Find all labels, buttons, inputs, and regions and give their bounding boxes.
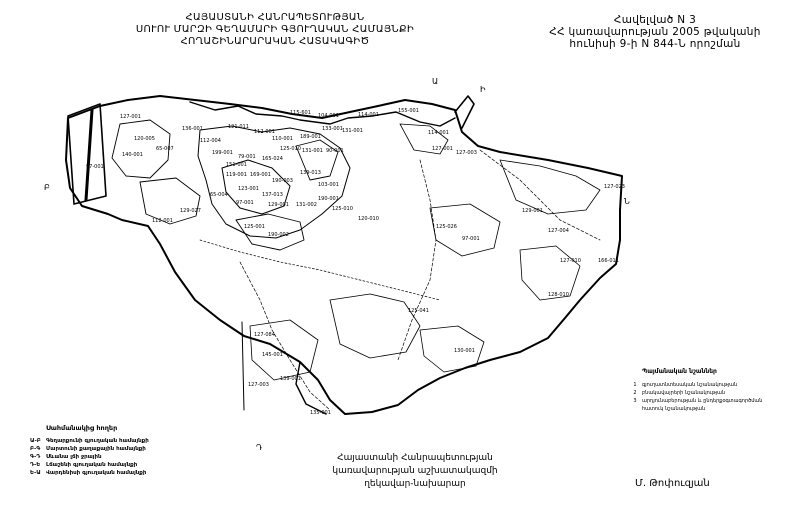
parcel-number-label: 65-004 — [210, 192, 228, 198]
adjacent-lands-row — [30, 445, 190, 453]
map-symbol-row — [628, 381, 803, 389]
signatory-title-line-3: ղեկավար-նախարար — [364, 479, 466, 489]
parcel-number-label: 114-001 — [428, 130, 449, 136]
parcel-number-label: 90-001 — [326, 148, 344, 154]
parcel-number-label: 131-001 — [342, 128, 363, 134]
parcel-number-label: 169-001 — [250, 172, 271, 178]
north-east-spur — [455, 96, 474, 128]
road-line — [480, 150, 600, 240]
parcel-number-label: 136-001 — [182, 126, 203, 132]
map-symbol-row — [628, 397, 803, 405]
map-symbol-number: 2 — [633, 390, 637, 396]
adjacent-lands-row — [30, 461, 190, 469]
western-strip-divider — [86, 110, 92, 200]
adjacent-lands-row — [30, 453, 190, 461]
parcel-number-label: 120-005 — [134, 136, 155, 142]
community-boundary — [66, 96, 622, 414]
parcel-number-label: 119-001 — [226, 172, 247, 178]
parcel-number-label: 125-041 — [408, 308, 429, 314]
signatory-title-block — [330, 452, 500, 491]
boundary-segment-text: Սևանա լճի ջրային — [46, 454, 102, 460]
parcel-number-label: 190-002 — [268, 232, 289, 238]
boundary-point-west: Բ — [44, 183, 50, 192]
annex-decree-line-2: հունիսի 9-ի N 844-Ն որոշման — [569, 38, 741, 50]
parcel-number-label: 110-001 — [272, 136, 293, 142]
parcel-number-label: 65-007 — [156, 146, 174, 152]
adjacent-lands-row — [30, 437, 190, 445]
signatory-name: Մ. Թոփուզյան — [635, 478, 710, 489]
map-symbols-title: Պայմանական նշաններ — [642, 368, 717, 375]
parcel-number-label: 112-004 — [200, 138, 221, 144]
adjacent-lands-legend — [30, 424, 190, 477]
parcel-number-label: 125-026 — [436, 224, 457, 230]
parcel-number-label: 199-001 — [212, 150, 233, 156]
signatory-title-line-2: կառավարության աշխատակազմի — [332, 466, 498, 476]
parcel-number-label: 97-001 — [236, 200, 254, 206]
map-title-line-3: ՀՈՂԱՇԻՆԱՐԱՐԱԿԱՆ ՀԱՏԱԿԱԳԻԾ — [180, 36, 370, 47]
boundary-segment-code: Բ-Գ — [30, 446, 41, 452]
parcel-number-label: 97-001 — [462, 236, 480, 242]
parcel-number-label: 145-001 — [262, 352, 283, 358]
map-symbol-text: հատուկ նշանակության — [642, 406, 706, 412]
parcel-number-label: 121-011 — [228, 124, 249, 130]
parcel-number-label: 129-001 — [522, 208, 543, 214]
parcel-number-label: 137-013 — [262, 192, 283, 198]
parcel-number-label: 127-003 — [456, 150, 477, 156]
boundary-segment-text: Լճաշենի գյուղական համայնքի — [46, 462, 138, 468]
parcel-number-label: 125-010 — [280, 146, 301, 152]
parcel-number-label: 127-003 — [248, 382, 269, 388]
parcel-number-label: 131-002 — [296, 202, 317, 208]
boundary-segment-code: Ա-Բ — [30, 438, 41, 444]
boundary-segment-code: Ե-Ա — [30, 470, 41, 476]
parcel-number-label: 97-001 — [86, 164, 104, 170]
parcel-number-label: 135-001 — [310, 410, 331, 416]
map-symbol-text: բնակավայրերի նշանակության — [642, 390, 726, 396]
parcel-number-label: 125-001 — [244, 224, 265, 230]
parcel-number-label: 133-001 — [322, 126, 343, 132]
map-title-line-1: ՀԱՅԱՍՏԱՆԻ ՀԱՆՐԱՊԵՏՈՒԹՅԱՆ — [185, 12, 365, 23]
parcel-number-label: 127-004 — [548, 228, 569, 234]
map-symbol-number: 1 — [633, 382, 637, 388]
parcel-number-label: 127-023 — [604, 184, 625, 190]
parcel-number-label: 127-001 — [432, 146, 453, 152]
boundary-segment-text: Գեղարքունի գյուղական համայնքի — [46, 438, 149, 444]
parcel-number-label: 127-010 — [560, 258, 581, 264]
parcel-number-label: 123-001 — [238, 186, 259, 192]
boundary-point-east: Ն — [624, 197, 630, 206]
parcel-number-label: 129-027 — [180, 208, 201, 214]
south-west-boundary-stroke — [296, 362, 326, 414]
parcel-number-label: 155-001 — [398, 108, 419, 114]
map-symbol-row — [628, 389, 803, 397]
boundary-point-south: Դ — [256, 443, 263, 452]
parcel-number-label: 125-010 — [332, 206, 353, 212]
parcel-number-label: 131-001 — [302, 148, 323, 154]
parcel-number-label: 139-013 — [300, 170, 321, 176]
map-symbol-number: 3 — [633, 398, 637, 404]
parcel-outline — [200, 240, 440, 300]
boundary-segment-code: Գ-Դ — [30, 454, 41, 460]
parcel-number-label: 127-001 — [120, 114, 141, 120]
annex-number: Հավելված N 3 — [613, 14, 697, 26]
boundary-point-north-east: Ի — [480, 85, 486, 94]
annex-decree-line-1: ՀՀ կառավարության 2005 թվականի — [549, 26, 761, 38]
parcel-number-label: 166-011 — [598, 258, 619, 264]
parcel-number-label: 112-001 — [152, 218, 173, 224]
parcel-outline — [330, 294, 420, 358]
adjacent-lands-title: Սահմանակից հողեր — [46, 424, 118, 432]
adjacent-lands-row — [30, 469, 190, 477]
map-symbols-legend — [628, 368, 803, 413]
boundary-segment-code: Դ-Ե — [30, 462, 41, 468]
map-symbol-row — [628, 405, 803, 413]
parcel-number-label: 114-001 — [358, 112, 379, 118]
parcel-number-label: 112-001 — [254, 129, 275, 135]
boundary-point-north: Ա — [432, 77, 439, 86]
boundary-segment-text: Մարտունի քաղաքային համայնքի — [46, 446, 146, 452]
map-title-line-2: ՍՈՒՈՒ ՄԱՐԶԻ ԳԵՂԱՄԱՐԻ ԳՅՈՒՂԱԿԱՆ ՀԱՄԱՅՆՔԻ — [135, 24, 415, 35]
parcel-number-label: 151-001 — [226, 162, 247, 168]
parcel-number-label: 79-001 — [238, 154, 256, 160]
parcel-number-label: 190-003 — [272, 178, 293, 184]
parcel-number-label: 129-001 — [268, 202, 289, 208]
parcel-number-label: 115-601 — [290, 110, 311, 116]
parcel-number-label: 130-001 — [454, 348, 475, 354]
signatory-title-line-1: Հայաստանի Հանրապետության — [337, 453, 493, 463]
boundary-segment-text: Վարդենիսի գյուղական համայնքի — [46, 470, 147, 476]
parcel-number-label: 128-010 — [548, 292, 569, 298]
parcel-number-label: 165-024 — [262, 156, 283, 162]
parcel-number-labels — [86, 108, 625, 416]
parcel-number-label: 120-010 — [358, 216, 379, 222]
parcel-number-label: 190-001 — [318, 196, 339, 202]
boundary-point-letters — [44, 77, 630, 452]
parcel-outline — [430, 204, 500, 256]
map-symbol-text: գյուղատնտեսական նշանակության — [642, 382, 738, 388]
map-symbol-text: արդյունաբերության և ընդերքօգտագործման — [642, 398, 763, 404]
parcel-number-label: 103-001 — [318, 182, 339, 188]
parcel-number-label: 140-001 — [122, 152, 143, 158]
road-line — [398, 160, 436, 360]
parcel-number-label: 104-001 — [318, 113, 339, 119]
parcel-number-label: 139-001 — [280, 376, 301, 382]
parcel-number-label: 189-001 — [300, 134, 321, 140]
parcel-number-label: 127-084 — [254, 332, 275, 338]
